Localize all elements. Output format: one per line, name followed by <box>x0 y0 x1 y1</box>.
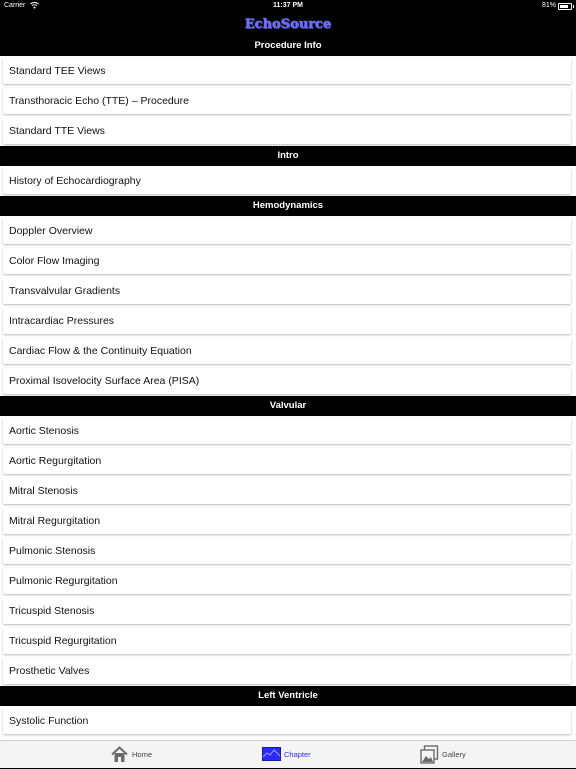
tab-gallery[interactable] <box>420 741 500 769</box>
home-icon <box>110 745 129 769</box>
tab-chapter-label: Chapter <box>284 750 311 759</box>
list-item-label: Intracardiac Pressures <box>9 315 115 327</box>
list-item[interactable] <box>0 276 576 306</box>
list-item-label: Mitral Regurgitation <box>9 515 101 527</box>
list-item-label: Pulmonic Stenosis <box>9 545 96 557</box>
list-item-label: Tricuspid Regurgitation <box>9 635 117 647</box>
list-item[interactable] <box>0 506 576 536</box>
app-title: EchoSource <box>244 17 332 32</box>
tab-chapter[interactable] <box>262 741 342 769</box>
list-item-label: Mitral Stenosis <box>9 485 78 497</box>
list-item[interactable] <box>0 706 576 736</box>
list-item[interactable] <box>0 366 576 396</box>
list-item-label: Prosthetic Valves <box>9 665 90 677</box>
list-item-label: Aortic Stenosis <box>9 425 80 437</box>
list-item-label: Systolic Function <box>9 715 89 727</box>
section-header: Valvular <box>0 396 576 416</box>
list-item[interactable] <box>0 596 576 626</box>
list-item-label: Cardiac Flow & the Continuity Equation <box>9 345 192 357</box>
battery-icon <box>558 3 572 10</box>
list-item-label: Tricuspid Stenosis <box>9 605 95 617</box>
list-item[interactable] <box>0 476 576 506</box>
tab-gallery-label: Gallery <box>442 750 466 759</box>
section-header: Left Ventricle <box>0 686 576 706</box>
chapter-list[interactable] <box>0 36 576 740</box>
tab-home-label: Home <box>132 750 153 759</box>
carrier-label: Carrier <box>4 2 26 9</box>
list-item[interactable] <box>0 306 576 336</box>
list-item-label: Transvalvular Gradients <box>9 285 121 297</box>
list-item-label: Aortic Regurgitation <box>9 455 102 467</box>
list-item-label: Transthoracic Echo (TTE) – Procedure <box>9 95 189 107</box>
gallery-icon <box>420 745 439 769</box>
list-item[interactable] <box>0 56 576 86</box>
list-item-card <box>3 478 571 504</box>
list-item[interactable] <box>0 166 576 196</box>
list-item[interactable] <box>0 656 576 686</box>
list-item-label: Proximal Isovelocity Surface Area (PISA) <box>9 375 200 387</box>
tab-bar <box>0 740 576 768</box>
list-item-label: Doppler Overview <box>9 225 93 237</box>
tab-home[interactable] <box>108 741 178 769</box>
list-item-label: History of Echocardiography <box>9 175 141 187</box>
list-item[interactable] <box>0 116 576 146</box>
list-item[interactable] <box>0 416 576 446</box>
list-item[interactable] <box>0 246 576 276</box>
status-time: 11:37 PM <box>273 2 303 9</box>
list-item-label: Pulmonic Regurgitation <box>9 575 118 587</box>
list-item-label: Color Flow Imaging <box>9 255 100 267</box>
battery-percent: 81% <box>541 2 556 9</box>
list-item[interactable] <box>0 216 576 246</box>
list-item[interactable] <box>0 536 576 566</box>
list-item[interactable] <box>0 336 576 366</box>
list-item-label: Standard TEE Views <box>9 65 106 77</box>
chapter-list-content <box>0 36 576 736</box>
section-header: Hemodynamics <box>0 196 576 216</box>
status-bar <box>0 0 576 13</box>
list-item[interactable] <box>0 86 576 116</box>
list-item[interactable] <box>0 626 576 656</box>
list-item[interactable] <box>0 446 576 476</box>
section-header: Procedure Info <box>0 36 576 56</box>
chapter-icon <box>262 747 281 766</box>
list-item-label: Standard TTE Views <box>9 125 105 137</box>
list-item[interactable] <box>0 566 576 596</box>
section-header: Intro <box>0 146 576 166</box>
list-item-card <box>3 418 571 444</box>
